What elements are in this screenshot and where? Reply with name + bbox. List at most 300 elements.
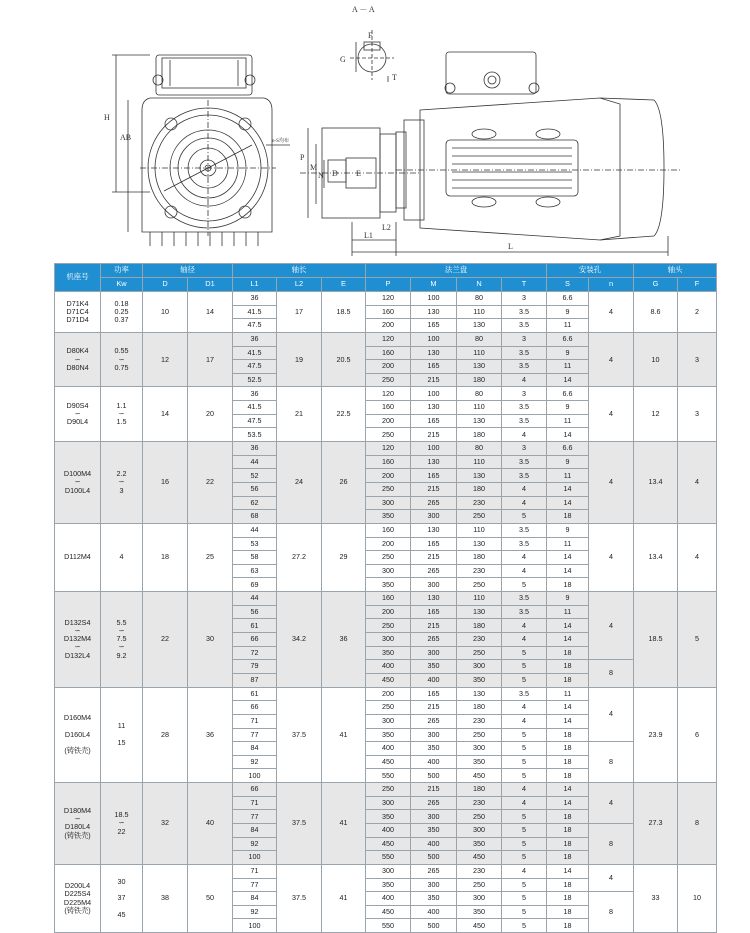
cell-model: D112M4	[55, 523, 101, 591]
cell-s: 18	[547, 510, 589, 524]
cell-kw: 1.1 ∽ 1.5	[101, 387, 143, 442]
motor-dimension-drawing	[0, 0, 750, 262]
cell-s: 9	[547, 401, 589, 415]
cell-l1: 92	[233, 755, 277, 769]
cell-l2: 37.5	[277, 864, 322, 932]
cell-t: 4	[502, 633, 547, 647]
cell-f: 6	[678, 687, 717, 782]
cell-t: 3	[502, 387, 547, 401]
cell-p: 120	[366, 387, 411, 401]
cell-m: 300	[411, 646, 457, 660]
cell-p: 350	[366, 510, 411, 524]
cell-s: 11	[547, 605, 589, 619]
cell-s: 14	[547, 714, 589, 728]
cell-s: 6.6	[547, 442, 589, 456]
cell-kw: 2.2 ∽ 3	[101, 442, 143, 524]
cell-s: 14	[547, 428, 589, 442]
cell-e: 26	[322, 442, 366, 524]
cell-f: 3	[678, 387, 717, 442]
cell-t: 3.5	[502, 469, 547, 483]
cell-l2: 27.2	[277, 523, 322, 591]
cell-n: 350	[457, 905, 502, 919]
cell-n: 110	[457, 346, 502, 360]
cell-p: 300	[366, 864, 411, 878]
cell-t: 3.5	[502, 319, 547, 333]
cell-p: 200	[366, 537, 411, 551]
cell-hole-count: 4	[589, 332, 634, 387]
cell-g: 23.9	[634, 687, 678, 782]
cell-s: 18	[547, 878, 589, 892]
cell-l1: 61	[233, 687, 277, 701]
cell-t: 4	[502, 796, 547, 810]
cell-s: 18	[547, 769, 589, 783]
cell-d: 12	[143, 332, 188, 387]
cell-l1: 77	[233, 810, 277, 824]
cell-s: 9	[547, 305, 589, 319]
header-shaft-head: 轴头	[634, 264, 717, 278]
cell-f: 4	[678, 523, 717, 591]
cell-f: 8	[678, 783, 717, 865]
cell-m: 300	[411, 510, 457, 524]
cell-t: 5	[502, 905, 547, 919]
cell-n: 180	[457, 551, 502, 565]
table-row	[55, 292, 717, 306]
cell-n: 110	[457, 401, 502, 415]
cell-s: 11	[547, 537, 589, 551]
cell-l1: 77	[233, 728, 277, 742]
cell-n: 350	[457, 837, 502, 851]
cell-d1: 50	[188, 864, 233, 932]
cell-hole-count: 4	[589, 864, 634, 891]
cell-t: 5	[502, 919, 547, 933]
cell-s: 14	[547, 564, 589, 578]
label-p: P	[300, 153, 305, 162]
label-ab: AB	[120, 133, 132, 142]
cell-model: D90S4 ∽ D90L4	[55, 387, 101, 442]
cell-t: 5	[502, 510, 547, 524]
cell-m: 165	[411, 319, 457, 333]
cell-s: 18	[547, 919, 589, 933]
cell-g: 33	[634, 864, 678, 932]
cell-s: 9	[547, 592, 589, 606]
cell-m: 350	[411, 742, 457, 756]
cell-t: 4	[502, 373, 547, 387]
cell-p: 350	[366, 578, 411, 592]
cell-p: 400	[366, 823, 411, 837]
cell-t: 5	[502, 742, 547, 756]
cell-kw: 11 15	[101, 687, 143, 782]
cell-hole-count: 8	[589, 660, 634, 687]
cell-m: 215	[411, 428, 457, 442]
cell-kw: 0.18 0.25 0.37	[101, 292, 143, 333]
cell-t: 3.5	[502, 605, 547, 619]
cell-p: 120	[366, 442, 411, 456]
cell-m: 265	[411, 864, 457, 878]
cell-t: 3.5	[502, 687, 547, 701]
cell-p: 200	[366, 605, 411, 619]
cell-p: 550	[366, 851, 411, 865]
cell-s: 18	[547, 742, 589, 756]
cell-t: 4	[502, 864, 547, 878]
cell-hole-count: 8	[589, 823, 634, 864]
cell-s: 18	[547, 837, 589, 851]
cell-n: 300	[457, 892, 502, 906]
cell-model: D200L4 D225S4 D225M4 (铸铁壳)	[55, 864, 101, 932]
cell-t: 4	[502, 564, 547, 578]
cell-g: 10	[634, 332, 678, 387]
cell-t: 5	[502, 673, 547, 687]
cell-l1: 66	[233, 783, 277, 797]
label-g: G	[340, 55, 346, 64]
cell-d1: 17	[188, 332, 233, 387]
cell-m: 265	[411, 633, 457, 647]
cell-l1: 36	[233, 387, 277, 401]
cell-m: 130	[411, 455, 457, 469]
cell-p: 160	[366, 523, 411, 537]
cell-p: 160	[366, 305, 411, 319]
cell-n: 80	[457, 442, 502, 456]
cell-p: 300	[366, 633, 411, 647]
header-e: E	[322, 278, 366, 292]
cell-n: 450	[457, 851, 502, 865]
label-e: E	[356, 169, 361, 178]
header-model: 机座号	[55, 264, 101, 292]
header-d1: D1	[188, 278, 233, 292]
label-l1: L1	[364, 231, 373, 240]
cell-m: 165	[411, 469, 457, 483]
cell-t: 3.5	[502, 360, 547, 374]
cell-s: 14	[547, 633, 589, 647]
cell-s: 11	[547, 687, 589, 701]
cell-t: 3.5	[502, 537, 547, 551]
cell-s: 18	[547, 892, 589, 906]
cell-m: 265	[411, 796, 457, 810]
cell-l1: 68	[233, 510, 277, 524]
cell-l2: 37.5	[277, 687, 322, 782]
table-row	[55, 332, 717, 346]
cell-l1: 44	[233, 523, 277, 537]
cell-s: 9	[547, 455, 589, 469]
cell-f: 3	[678, 332, 717, 387]
cell-m: 165	[411, 414, 457, 428]
cell-d1: 14	[188, 292, 233, 333]
cell-n: 130	[457, 414, 502, 428]
cell-s: 14	[547, 783, 589, 797]
cell-d: 18	[143, 523, 188, 591]
cell-t: 3.5	[502, 305, 547, 319]
cell-n: 300	[457, 823, 502, 837]
cell-m: 165	[411, 360, 457, 374]
cell-p: 160	[366, 346, 411, 360]
cell-d1: 40	[188, 783, 233, 865]
cell-l1: 36	[233, 292, 277, 306]
cell-l1: 71	[233, 714, 277, 728]
cell-s: 14	[547, 551, 589, 565]
cell-d1: 22	[188, 442, 233, 524]
cell-g: 18.5	[634, 592, 678, 687]
cell-s: 18	[547, 578, 589, 592]
cell-t: 5	[502, 837, 547, 851]
cell-p: 250	[366, 619, 411, 633]
cell-m: 130	[411, 592, 457, 606]
cell-f: 5	[678, 592, 717, 687]
cell-n: 80	[457, 387, 502, 401]
cell-p: 300	[366, 714, 411, 728]
label-l2: L2	[382, 223, 391, 232]
cell-s: 14	[547, 373, 589, 387]
cell-p: 120	[366, 332, 411, 346]
label-n: N	[318, 171, 324, 180]
cell-kw: 0.55 ∽ 0.75	[101, 332, 143, 387]
cell-g: 13.4	[634, 523, 678, 591]
cell-t: 3	[502, 442, 547, 456]
header-s: S	[547, 278, 589, 292]
cell-n: 180	[457, 482, 502, 496]
cell-n: 180	[457, 428, 502, 442]
cell-hole-count: 8	[589, 892, 634, 933]
header-d: D	[143, 278, 188, 292]
cell-n: 130	[457, 319, 502, 333]
cell-p: 350	[366, 646, 411, 660]
cell-l1: 47.5	[233, 414, 277, 428]
cell-d: 28	[143, 687, 188, 782]
label-t: T	[392, 73, 397, 82]
cell-d1: 25	[188, 523, 233, 591]
cell-m: 100	[411, 292, 457, 306]
cell-n: 300	[457, 742, 502, 756]
cell-l1: 66	[233, 701, 277, 715]
cell-n: 230	[457, 864, 502, 878]
cell-m: 350	[411, 892, 457, 906]
cell-l1: 72	[233, 646, 277, 660]
cell-n: 250	[457, 810, 502, 824]
cell-m: 300	[411, 810, 457, 824]
header-n-flange: N	[457, 278, 502, 292]
cell-n: 110	[457, 455, 502, 469]
cell-p: 120	[366, 292, 411, 306]
cell-n: 110	[457, 592, 502, 606]
header-g: G	[634, 278, 678, 292]
cell-t: 4	[502, 428, 547, 442]
cell-n: 250	[457, 728, 502, 742]
cell-f: 10	[678, 864, 717, 932]
cell-p: 400	[366, 892, 411, 906]
cell-s: 14	[547, 701, 589, 715]
cell-l1: 63	[233, 564, 277, 578]
header-n-holes: n	[589, 278, 634, 292]
cell-p: 450	[366, 673, 411, 687]
cell-n: 110	[457, 523, 502, 537]
spec-table	[54, 263, 717, 933]
section-title: A － A	[352, 5, 375, 14]
cell-m: 265	[411, 714, 457, 728]
table-row	[55, 523, 717, 537]
cell-e: 41	[322, 687, 366, 782]
cell-n: 230	[457, 564, 502, 578]
cell-p: 250	[366, 428, 411, 442]
cell-s: 18	[547, 905, 589, 919]
cell-g: 27.3	[634, 783, 678, 865]
cell-d: 16	[143, 442, 188, 524]
cell-p: 400	[366, 742, 411, 756]
cell-m: 215	[411, 551, 457, 565]
cell-hole-count: 8	[589, 742, 634, 783]
cell-n: 180	[457, 619, 502, 633]
cell-s: 14	[547, 864, 589, 878]
header-l1: L1	[233, 278, 277, 292]
cell-p: 450	[366, 837, 411, 851]
header-m: M	[411, 278, 457, 292]
cell-l1: 58	[233, 551, 277, 565]
cell-p: 250	[366, 701, 411, 715]
cell-t: 5	[502, 728, 547, 742]
cell-l1: 100	[233, 851, 277, 865]
cell-t: 3.5	[502, 346, 547, 360]
cell-p: 160	[366, 401, 411, 415]
cell-hole-count: 4	[589, 292, 634, 333]
cell-n: 180	[457, 701, 502, 715]
cell-m: 265	[411, 496, 457, 510]
table-row	[55, 783, 717, 797]
cell-p: 200	[366, 469, 411, 483]
cell-e: 18.5	[322, 292, 366, 333]
cell-hole-count: 4	[589, 523, 634, 591]
cell-l1: 100	[233, 769, 277, 783]
cell-p: 550	[366, 919, 411, 933]
cell-p: 350	[366, 728, 411, 742]
cell-m: 130	[411, 346, 457, 360]
cell-l1: 36	[233, 332, 277, 346]
cell-d: 32	[143, 783, 188, 865]
cell-p: 400	[366, 660, 411, 674]
cell-s: 14	[547, 482, 589, 496]
cell-m: 215	[411, 783, 457, 797]
cell-model: D100M4 ∽ D100L4	[55, 442, 101, 524]
cell-m: 400	[411, 673, 457, 687]
cell-s: 11	[547, 414, 589, 428]
front-view	[112, 55, 290, 246]
cell-g: 12	[634, 387, 678, 442]
cell-t: 4	[502, 701, 547, 715]
cell-l2: 37.5	[277, 783, 322, 865]
cell-l1: 44	[233, 455, 277, 469]
cell-n: 110	[457, 305, 502, 319]
cell-g: 13.4	[634, 442, 678, 524]
label-h: H	[104, 113, 110, 122]
cell-m: 100	[411, 332, 457, 346]
header-f: F	[678, 278, 717, 292]
cell-l1: 71	[233, 864, 277, 878]
cell-l2: 24	[277, 442, 322, 524]
cell-p: 550	[366, 769, 411, 783]
cell-s: 9	[547, 523, 589, 537]
header-kw: Kw	[101, 278, 143, 292]
cell-t: 3.5	[502, 401, 547, 415]
label-d: D	[332, 169, 338, 178]
cell-t: 5	[502, 878, 547, 892]
cell-m: 400	[411, 837, 457, 851]
cell-l1: 77	[233, 878, 277, 892]
cell-d1: 20	[188, 387, 233, 442]
cell-s: 18	[547, 660, 589, 674]
cell-m: 100	[411, 442, 457, 456]
cell-n: 130	[457, 469, 502, 483]
cell-l1: 44	[233, 592, 277, 606]
cell-n: 130	[457, 360, 502, 374]
cell-t: 5	[502, 823, 547, 837]
cell-t: 3.5	[502, 523, 547, 537]
cell-s: 14	[547, 619, 589, 633]
cell-l1: 53	[233, 537, 277, 551]
cell-s: 18	[547, 810, 589, 824]
cell-n: 130	[457, 687, 502, 701]
cell-p: 250	[366, 373, 411, 387]
cell-g: 8.6	[634, 292, 678, 333]
cell-m: 265	[411, 564, 457, 578]
cell-l1: 84	[233, 823, 277, 837]
cell-m: 130	[411, 401, 457, 415]
cell-l1: 66	[233, 633, 277, 647]
cell-s: 11	[547, 469, 589, 483]
cell-p: 300	[366, 496, 411, 510]
header-flange: 法兰盘	[366, 264, 547, 278]
header-power: 功率	[101, 264, 143, 278]
cell-t: 5	[502, 810, 547, 824]
cell-hole-count: 4	[589, 387, 634, 442]
cell-m: 500	[411, 919, 457, 933]
cell-f: 2	[678, 292, 717, 333]
cell-t: 5	[502, 755, 547, 769]
cell-n: 80	[457, 332, 502, 346]
table-row	[55, 592, 717, 606]
cell-p: 200	[366, 319, 411, 333]
cell-m: 100	[411, 387, 457, 401]
label-l: L	[508, 242, 513, 251]
cell-p: 250	[366, 551, 411, 565]
table-row	[55, 387, 717, 401]
cell-l1: 92	[233, 837, 277, 851]
cell-e: 36	[322, 592, 366, 687]
side-view	[300, 128, 668, 256]
cell-l1: 52	[233, 469, 277, 483]
cell-d: 14	[143, 387, 188, 442]
cell-model: D80K4 ∽ D80N4	[55, 332, 101, 387]
cell-p: 200	[366, 414, 411, 428]
cell-p: 350	[366, 878, 411, 892]
cell-e: 22.5	[322, 387, 366, 442]
header-shaft-dia: 轴径	[143, 264, 233, 278]
label-ns: n-S均布	[272, 139, 289, 144]
cell-d1: 36	[188, 687, 233, 782]
cell-p: 450	[366, 755, 411, 769]
cell-n: 180	[457, 373, 502, 387]
cell-n: 230	[457, 496, 502, 510]
cell-m: 130	[411, 523, 457, 537]
cell-l1: 36	[233, 442, 277, 456]
header-p: P	[366, 278, 411, 292]
cell-t: 4	[502, 551, 547, 565]
cell-l1: 47.5	[233, 319, 277, 333]
cell-t: 4	[502, 783, 547, 797]
cell-n: 80	[457, 292, 502, 306]
cell-s: 6.6	[547, 332, 589, 346]
cell-e: 41	[322, 783, 366, 865]
cell-l1: 56	[233, 482, 277, 496]
cell-l1: 41.5	[233, 305, 277, 319]
cell-model: D71K4 D71C4 D71D4	[55, 292, 101, 333]
cell-n: 230	[457, 633, 502, 647]
motor-body	[396, 52, 680, 240]
